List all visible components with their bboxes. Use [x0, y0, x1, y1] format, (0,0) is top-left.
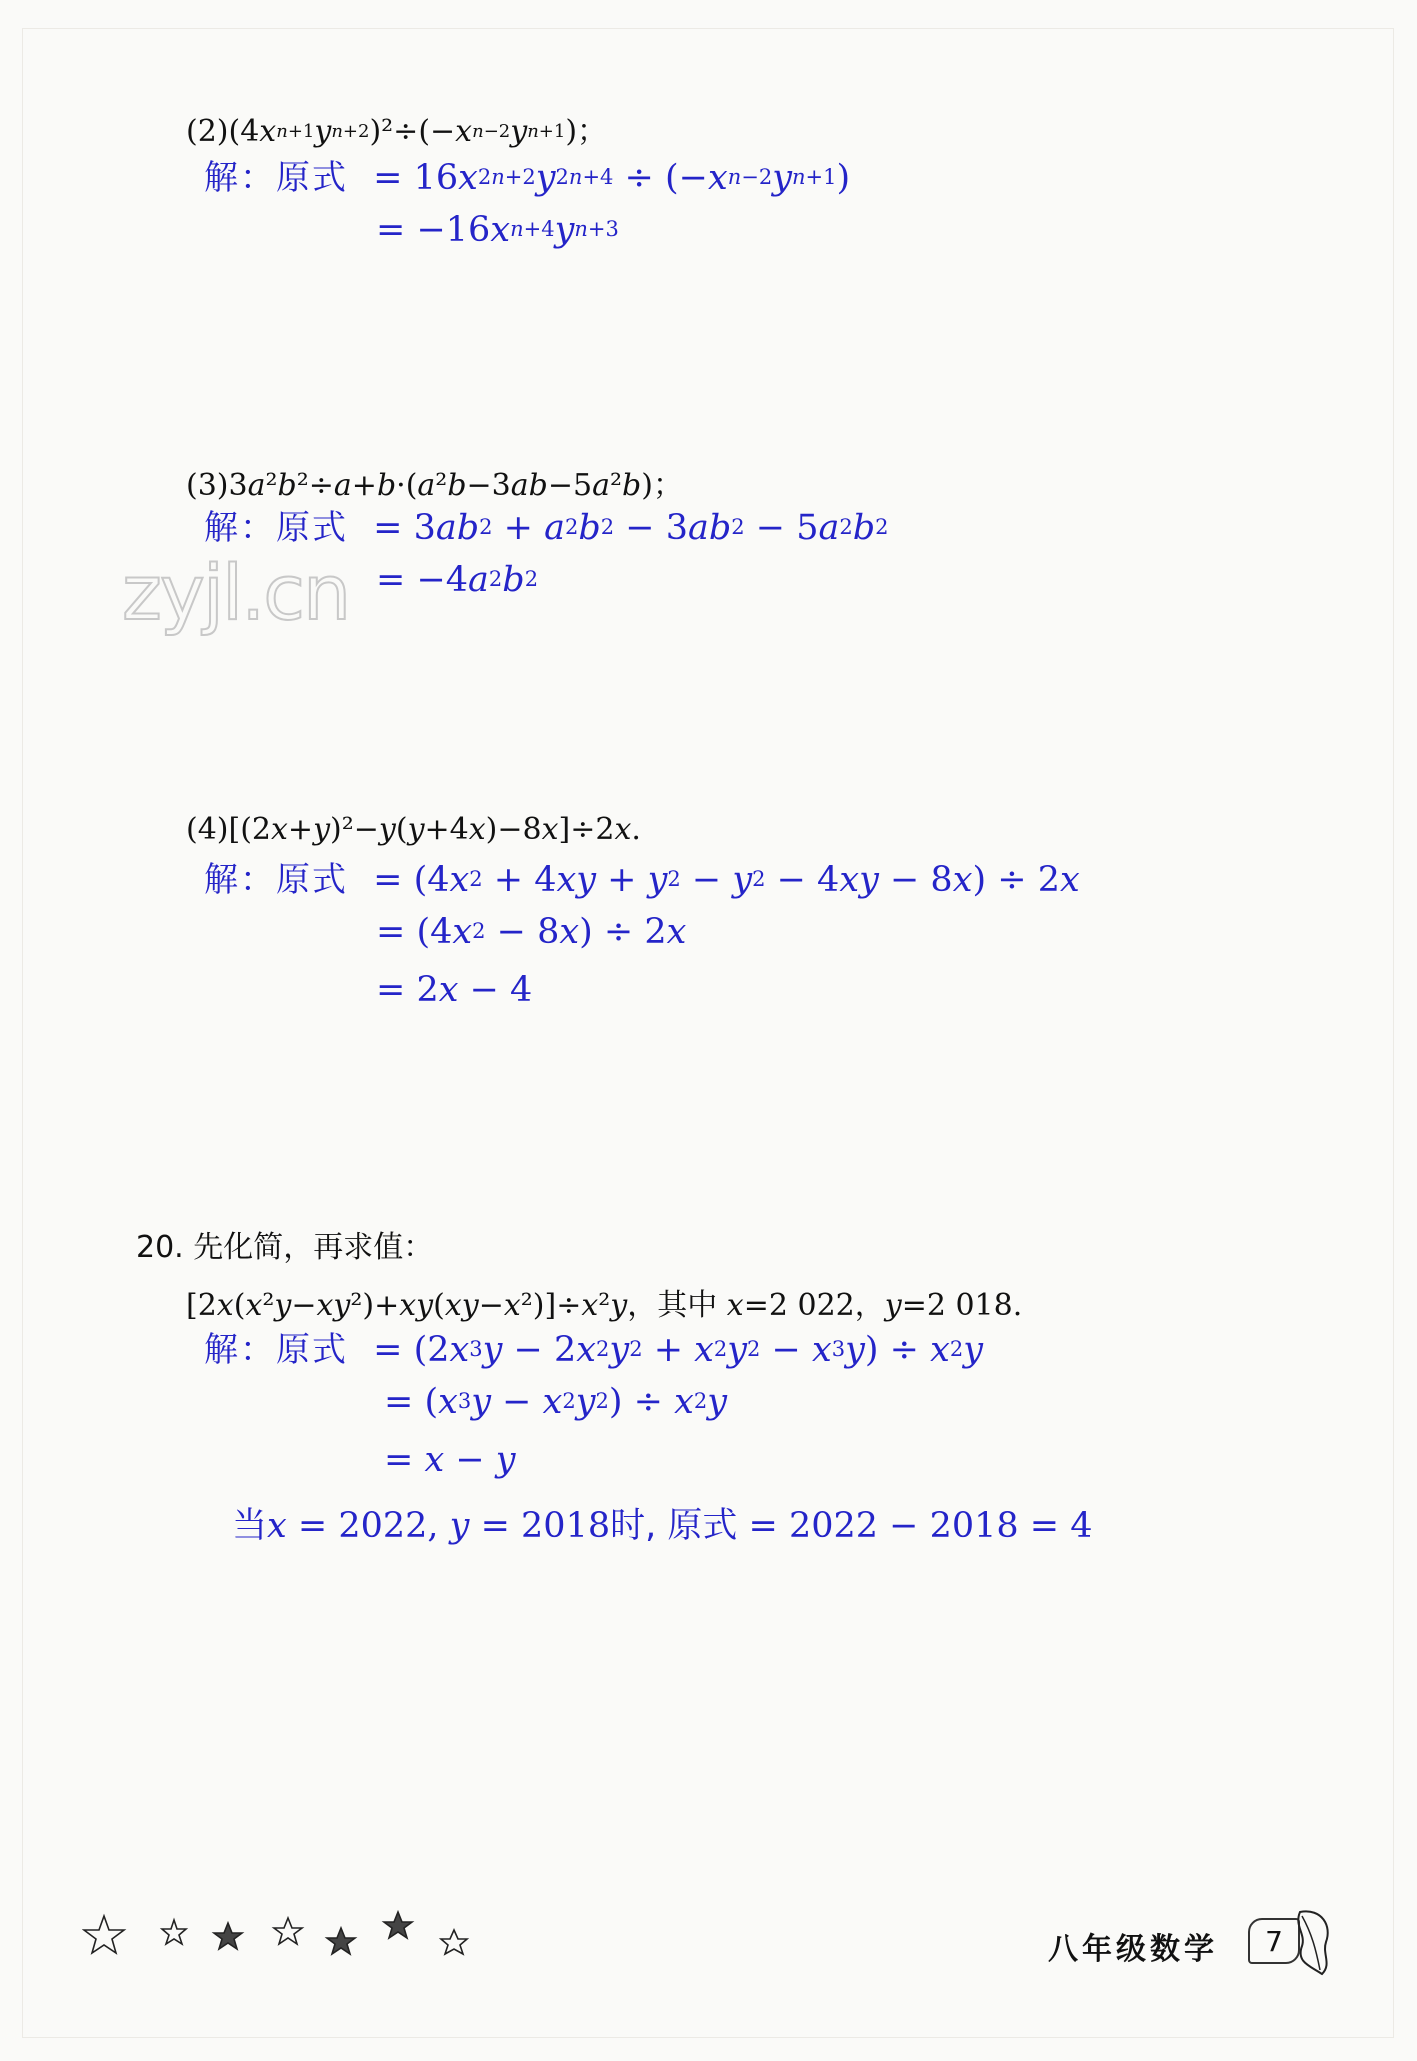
answer-label: 解：原式	[204, 158, 348, 198]
page-border	[22, 28, 1394, 2038]
problem-2-step-2: = $-16x^{n+4}y^{n+3}$	[376, 210, 619, 250]
problem-4-step-2: = $(4x^2 - 8x) \div 2x$	[376, 912, 687, 952]
problem-4-step-1: 解：原式 = $(4x^2 + 4xy + y^2 - y^2 - 4xy - 8x) \div 2x$	[204, 860, 1080, 900]
leaf-icon	[1292, 1906, 1334, 1978]
answer-label: 解：原式	[204, 1330, 348, 1370]
problem-20-step-1: 解：原式 = $(2x^3y - 2x^2y^2 + x^2y^2 - x^3y) \div x^2y$	[204, 1330, 984, 1370]
page-number: 7	[1248, 1918, 1300, 1964]
problem-20-question: [2x(x²y−xy²)+xy(xy−x²)]÷x²y，其中 x=2 022，y=2 018.	[186, 1288, 1023, 1323]
problem-3-step-1: 解：原式 = $3ab^2 + a^2b^2 - 3ab^2 - 5a^2b^2$	[204, 508, 889, 548]
star-decoration-icon	[82, 1908, 482, 1968]
problem-3-question: (3)3a²b²÷a+b·(a²b−3ab−5a²b)；	[186, 468, 683, 503]
problem-2-step-1: 解：原式 = $16x^{2n+2}y^{2n+4} \div (-x^{n-2}y^{n+1})$	[204, 158, 851, 198]
answer-label: 解：原式	[204, 508, 348, 548]
answer-label: 解：原式	[204, 860, 348, 900]
problem-20-conclusion: 当x = 2022, y = 2018时, 原式 = 2022 − 2018 = 4	[232, 1506, 1093, 1546]
problem-2-question: $(2)(4x^{n+1}y^{n+2})^2\div(-x^{n-2}y^{n+1})$；	[186, 114, 608, 149]
footer-subject: 八年级数学	[1048, 1932, 1218, 1967]
problem-20-step-3: = x − y	[384, 1440, 516, 1480]
problem-4-step-3: = 2x − 4	[376, 970, 533, 1010]
problem-20-heading: 20. 先化简，再求值：	[136, 1230, 434, 1265]
problem-20-step-2: = $(x^3y - x^2y^2) \div x^2y$	[384, 1382, 728, 1422]
watermark: zyjl.cn	[122, 548, 350, 637]
problem-4-question: (4)[(2x+y)²−y(y+4x)−8x]÷2x.	[186, 812, 641, 847]
problem-3-step-2: = $-4a^2b^2$	[376, 560, 539, 600]
